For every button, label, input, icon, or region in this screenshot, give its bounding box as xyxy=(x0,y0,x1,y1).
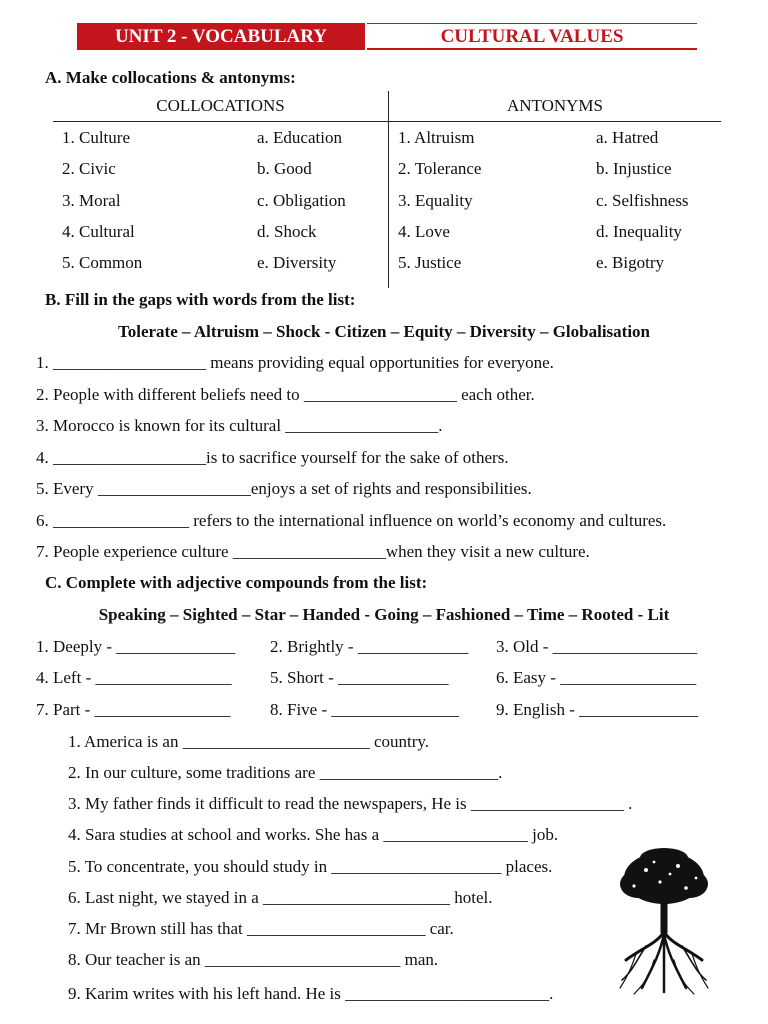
gap-fill-item: 4. __________________is to sacrifice yourself for the sake of others. xyxy=(36,448,509,467)
section-b-word-list: Tolerate – Altruism – Shock - Citizen – Equity – Diversity – Globalisation xyxy=(117,322,651,341)
compound-item: 2. Brightly - _____________ xyxy=(270,637,469,656)
compound-item: 3. Old - _________________ xyxy=(496,637,698,656)
collocation-left-item: 4. Cultural xyxy=(62,222,135,241)
antonym-right-item: b. Injustice xyxy=(596,159,672,178)
compound-item: 4. Left - ________________ xyxy=(36,668,232,687)
collocation-right-item: b. Good xyxy=(257,159,312,178)
antonym-right-item: e. Bigotry xyxy=(596,253,664,272)
compound-item: 6. Easy - ________________ xyxy=(496,668,697,687)
gap-fill-item: 7. People experience culture __________________when they visit a new culture. xyxy=(36,542,590,561)
antonym-left-item: 4. Love xyxy=(398,222,450,241)
antonym-left-item: 3. Equality xyxy=(398,191,473,210)
header-rule-bottom xyxy=(367,48,697,50)
compound-sentence: 6. Last night, we stayed in a ______________________ hotel. xyxy=(68,888,493,907)
collocation-left-item: 1. Culture xyxy=(62,128,130,147)
compound-sentence: 8. Our teacher is an _______________________ man. xyxy=(68,950,439,969)
antonym-left-item: 5. Justice xyxy=(398,253,462,272)
gap-fill-item: 6. ________________ refers to the international influence on world’s economy and cultures. xyxy=(36,511,667,530)
antonym-right-item: d. Inequality xyxy=(596,222,682,241)
collocation-right-item: e. Diversity xyxy=(257,253,337,272)
unit-title: UNIT 2 - VOCABULARY xyxy=(77,23,365,50)
section-a-heading: A. Make collocations & antonyms: xyxy=(45,68,296,87)
table-header-rule xyxy=(53,121,721,122)
collocations-header: COLLOCATIONS xyxy=(156,96,285,115)
antonym-right-item: c. Selfishness xyxy=(596,191,689,210)
section-c-word-list: Speaking – Sighted – Star – Handed - Going – Fashioned – Time – Rooted - Lit xyxy=(98,605,670,624)
section-c-heading: C. Complete with adjective compounds from the list: xyxy=(45,573,428,592)
compound-sentence: 3. My father finds it difficult to read the newspapers, He is __________________ . xyxy=(68,794,633,813)
compound-item: 9. English - ______________ xyxy=(496,700,699,719)
antonym-right-item: a. Hatred xyxy=(596,128,659,147)
compound-item: 1. Deeply - ______________ xyxy=(36,637,236,656)
compound-sentence: 2. In our culture, some traditions are _____________________. xyxy=(68,763,503,782)
topic-title: CULTURAL VALUES xyxy=(440,26,624,47)
antonym-left-item: 2. Tolerance xyxy=(398,159,482,178)
collocation-left-item: 5. Common xyxy=(62,253,143,272)
gap-fill-item: 5. Every __________________enjoys a set of rights and responsibilities. xyxy=(36,479,532,498)
collocation-right-item: d. Shock xyxy=(257,222,317,241)
antonym-left-item: 1. Altruism xyxy=(398,128,475,147)
gap-fill-item: 1. __________________ means providing equal opportunities for everyone. xyxy=(36,353,554,372)
collocation-right-item: c. Obligation xyxy=(257,191,346,210)
collocation-right-item: a. Education xyxy=(257,128,342,147)
compound-sentence: 5. To concentrate, you should study in ____________________ places. xyxy=(68,857,553,876)
gap-fill-item: 2. People with different beliefs need to __________________ each other. xyxy=(36,385,535,404)
gap-fill-item: 3. Morocco is known for its cultural __________________. xyxy=(36,416,443,435)
compound-item: 8. Five - _______________ xyxy=(270,700,459,719)
compound-item: 5. Short - _____________ xyxy=(270,668,449,687)
compound-sentence: 1. America is an ______________________ country. xyxy=(68,732,430,751)
compound-item: 7. Part - ________________ xyxy=(36,700,231,719)
section-b-heading: B. Fill in the gaps with words from the list: xyxy=(45,290,356,309)
antonyms-header: ANTONYMS xyxy=(506,96,604,115)
table-divider xyxy=(388,91,389,288)
collocation-left-item: 3. Moral xyxy=(62,191,121,210)
compound-sentence: 9. Karim writes with his left hand. He is ________________________. xyxy=(68,984,554,1003)
compound-sentence: 4. Sara studies at school and works. She has a _________________ job. xyxy=(68,825,559,844)
compound-sentence: 7. Mr Brown still has that _____________________ car. xyxy=(68,919,454,938)
collocation-left-item: 2. Civic xyxy=(62,159,116,178)
tree-with-roots-icon xyxy=(616,848,712,996)
